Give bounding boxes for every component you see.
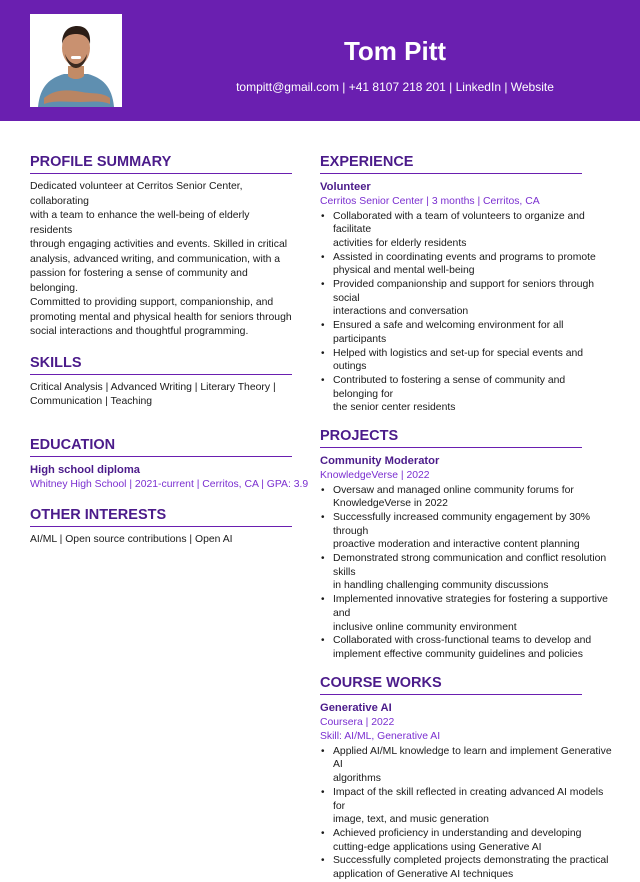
list-item: • Oversaw and managed online community forums for KnowledgeVerse in 2022 [320, 484, 612, 511]
list-item: • Implemented innovative strategies for fostering a supportive and inclusive online community environment [320, 593, 612, 634]
list-item: • Applied AI/ML knowledge to learn and implement Generative AI algorithms [320, 745, 612, 786]
course-name: Generative AI [320, 701, 392, 714]
experience-bullets [320, 210, 612, 416]
section-title-experience: EXPERIENCE [320, 153, 582, 174]
profile-summary-section [30, 153, 292, 340]
list-item: • Contributed to fostering a sense of community and belonging for the senior center residents [320, 374, 612, 415]
course-skill: Skill: AI/ML, Generative AI [320, 731, 441, 743]
experience-details: Cerritos Senior Center | 3 months | Cerritos, CA [320, 196, 540, 207]
list-item: • Provided companionship and support for seniors through social interactions and conversation [320, 278, 612, 319]
list-item: • Achieved proficiency in understanding and developing cutting-edge applications using Generative AI [320, 827, 612, 854]
list-item: • Impact of the skill reflected in creating advanced AI models for image, text, and music generation [320, 786, 612, 827]
skills-text: Critical Analysis | Advanced Writing | Literary Theory | Communication | Teaching [30, 381, 276, 407]
header-banner [0, 0, 640, 121]
list-item: • Ensured a safe and welcoming environment for all participants [320, 319, 612, 346]
section-title-course-works: COURSE WORKS [320, 674, 582, 695]
education-details: Whitney High School | 2021-current | Cerritos, CA | GPA: 3.9 [30, 478, 309, 490]
degree: High school diploma [30, 463, 141, 476]
interests-section [30, 506, 292, 548]
candidate-name: Tom Pitt [343, 36, 447, 66]
projects-section [320, 427, 612, 662]
contact-line[interactable]: tompitt@gmail.com | +41 8107 218 201 | LinkedIn | Website [236, 80, 554, 94]
section-title-projects: PROJECTS [320, 427, 582, 448]
profile-photo [30, 14, 122, 107]
course-details: Coursera | 2022 [320, 716, 395, 728]
interests-text: AI/ML | Open source contributions | Open AI [30, 534, 233, 545]
list-item: • Successfully completed projects demonstrating the practical application of Generative AI techniques [320, 854, 612, 881]
left-column [30, 153, 309, 548]
list-item: • Demonstrated strong communication and conflict resolution skills in handling challenging community discussions [320, 552, 612, 593]
right-column [320, 153, 612, 882]
section-title-profile: PROFILE SUMMARY [30, 153, 292, 174]
list-item: • Helped with logistics and set-up for special events and outings [320, 347, 612, 374]
course-works-section [320, 674, 612, 882]
project-role: Community Moderator [320, 455, 440, 468]
experience-section [320, 153, 612, 415]
section-title-skills: SKILLS [30, 354, 292, 375]
skills-section [30, 354, 292, 410]
list-item: • Assisted in coordinating events and programs to promote physical and mental well-being [320, 251, 612, 278]
experience-role: Volunteer [320, 181, 371, 193]
list-item: • Collaborated with cross-functional teams to develop and implement effective community guidelines and policies [320, 634, 612, 661]
list-item: • Successfully increased community engagement by 30% through proactive moderation and interactive content planning [320, 511, 612, 552]
project-details: KnowledgeVerse | 2022 [320, 470, 430, 482]
section-title-education: EDUCATION [30, 436, 292, 457]
profile-summary-text: Dedicated volunteer at Cerritos Senior Center, collaborating with a team to enhance the well-being of elderly residents through engaging activities and events. Skilled in critical analysis, advanced writing, and communication, with a passion for fostering a sense of community and belonging. Committed to providing support, companionship, and promoting mental and physical health for seniors through social interactions and thoughtful programming. [30, 181, 292, 337]
list-item: • Collaborated with a team of volunteers to organize and facilitate activities for elderly residents [320, 210, 612, 251]
project-bullets [320, 484, 612, 662]
course-bullets [320, 745, 612, 882]
education-section [30, 436, 309, 493]
section-title-interests: OTHER INTERESTS [30, 506, 292, 527]
